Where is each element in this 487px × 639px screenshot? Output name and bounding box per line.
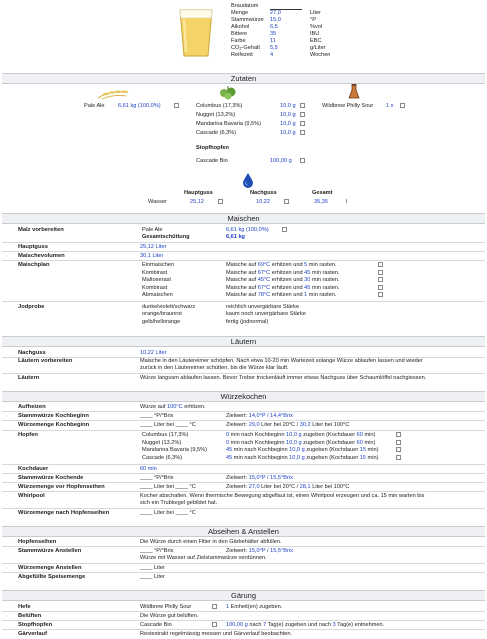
- ingredient-hop-name: Mandarina Bavaria (9,5%): [196, 121, 261, 127]
- ingredient-hop-checkbox[interactable]: [300, 121, 305, 126]
- iodine-color: dunkelviolett/schwarz: [142, 304, 196, 310]
- boil-hop-instruction: 45 min nach Kochbeginn 10,0 g zugeben (Kochdauer 15 min): [226, 447, 379, 453]
- laeutern-label: Läutern: [18, 375, 40, 381]
- wuerzemenge-kochbeginn-label: Würzemenge Kochbeginn: [18, 422, 90, 428]
- header-stat-value: 4: [270, 52, 274, 58]
- mash-step-checkbox[interactable]: [378, 292, 383, 297]
- wuerzemenge-anstellen-input[interactable]: ____ Liter: [140, 565, 165, 571]
- hefe-label: Hefe: [18, 604, 31, 610]
- ingredient-hop-checkbox[interactable]: [300, 103, 305, 108]
- kochdauer-value: 60 min: [140, 466, 157, 472]
- boil-hop-instruction: 0 min nach Kochbeginn 10,0 g zugeben (Kochdauer 60 min): [226, 432, 376, 438]
- header-stat-value: 11: [270, 38, 276, 44]
- mash-step-name: Abmaischen: [142, 292, 173, 299]
- whirlpool-text-2: sich ein Trubkegel gebildet hat.: [140, 500, 218, 506]
- header-stat-value: 27,0: [270, 10, 281, 16]
- hopfenseihen-text: Die Würze durch einen Filter in den Gärbehälter abfüllen.: [140, 539, 282, 545]
- section-maischen: Maischen: [2, 213, 485, 224]
- beer-glass-icon: [178, 6, 214, 58]
- mash-step-name: Einmaischen: [142, 262, 175, 268]
- malt-name: Pale Ale: [84, 103, 105, 109]
- malz-vorbereiten-label: Malz vorbereiten: [18, 227, 64, 233]
- iodine-meaning: reichlich unvergärbare Stärke: [226, 304, 300, 310]
- wuerzemenge-vor-hopfenseihen-label: Würzemenge vor Hopfenseihen: [18, 484, 105, 490]
- ingredient-hop-checkbox[interactable]: [300, 112, 305, 117]
- boil-hop-name: Nugget (13,2%): [142, 439, 182, 446]
- stopfhopfen-name: Cascade Bio: [140, 622, 172, 628]
- mash-step-instruction: Maische auf 67°C erhitzen und 45 min rasten.: [226, 269, 340, 276]
- iodine-meaning: fertig (jodnormal): [226, 318, 269, 325]
- mash-step-name: Maltoserast: [142, 277, 171, 284]
- water-unit: l: [346, 199, 348, 205]
- whirlpool-label: Whirlpool: [18, 493, 45, 499]
- header-stat-label: Menge: [231, 10, 249, 16]
- laeutern-text: Würze langsam ablaufen lassen. Bevor Treber trockenläuft immer etwas Nachguss über Schaumlöffel nachgiessen.: [140, 375, 427, 381]
- mash-step-instruction: Maische auf 67°C erhitzen und 45 min rasten.: [226, 284, 340, 291]
- mash-step-name: Kombirast: [142, 269, 168, 276]
- header-stat-value: 6,5: [270, 24, 278, 30]
- nachguss-row-value: 10,22 Liter: [140, 350, 167, 356]
- header-stat-unit: g/Liter: [310, 45, 326, 51]
- laeutern-vorbereiten-label: Läutern vorbereiten: [18, 358, 73, 364]
- belueften-label: Belüften: [18, 613, 42, 619]
- boil-hop-instruction: 0 min nach Kochbeginn 10,0 g zugeben (Kochdauer 60 min): [226, 439, 376, 446]
- gesamtschuettung-value: 6,61 kg: [226, 234, 245, 240]
- wuerzemenge-vor-hopfenseihen-input[interactable]: ____ Liter bei ____ °C: [140, 484, 196, 490]
- laeutern-vorbereiten-text-2: zurück in den Läutereimer schütten, bis die Würze klar läuft.: [140, 365, 289, 371]
- hops-icon: [218, 84, 238, 102]
- section-laeutern: Läutern: [2, 336, 485, 347]
- section-zutaten: Zutaten: [2, 73, 485, 84]
- nachguss-label: Nachguss: [250, 190, 277, 196]
- section-wuerzekochen: Würzekochen: [2, 391, 485, 402]
- belueften-text: Die Würze gut belüften.: [140, 613, 199, 619]
- ingredient-hop-name: Cascade (6,3%): [196, 130, 237, 136]
- ingredient-hop-amount: 10,0 g: [280, 121, 296, 127]
- mash-step-checkbox[interactable]: [378, 285, 383, 290]
- kochdauer-label: Kochdauer: [18, 466, 49, 472]
- header-stat-label: CO₂-Gehalt: [231, 45, 260, 51]
- section-abseihen-anstellen: Abseihen & Anstellen: [2, 526, 485, 537]
- stopfhopfen-label: Stopfhopfen: [18, 622, 53, 628]
- boil-hop-name: Cascade (6,3%): [142, 454, 183, 461]
- hauptguss-label: Hauptguss: [184, 190, 213, 196]
- wheat-icon: [96, 86, 130, 100]
- hauptguss-value: 25,12: [190, 199, 204, 205]
- header-stat-label: Farbe: [231, 38, 246, 44]
- boil-hop-checkbox[interactable]: [396, 447, 401, 452]
- nachguss-checkbox[interactable]: [284, 199, 289, 204]
- boil-hop-name: Columbus (17,3%): [142, 432, 189, 438]
- stopfhopfen-text: 100,00 g nach 7 Tag(e) zugeben und nach 3 Tag(e) entnehmen.: [226, 622, 385, 628]
- header-stat-label: Alkohol: [231, 24, 250, 30]
- dryhop-title: Stopfhopfen: [196, 145, 229, 151]
- header-stat-unit: %vol: [310, 24, 323, 30]
- header-stat-unit: EBC: [310, 38, 322, 44]
- header-stat-label: Stammwürze: [231, 17, 264, 23]
- hefe-text: 1 Einheit(en) zugeben.: [226, 604, 283, 610]
- gesamtschuettung-label: Gesamtschüttung: [142, 234, 190, 240]
- laeutern-vorbereiten-text-1: Maische in den Läutereimer schöpfen. Nach etwa 10-20 min Wartezeit solange Würze ablaufen lassen und wieder: [140, 358, 423, 364]
- iodine-color: gelb/hellorange: [142, 318, 181, 325]
- stammwuerze-anstellen-input[interactable]: ____ °P/°Brix: [140, 548, 174, 554]
- stammwuerze-anstellen-label: Stammwürze Anstellen: [18, 548, 82, 554]
- ingredient-hop-amount: 10,0 g: [280, 130, 296, 136]
- hopfen-label: Hopfen: [18, 432, 38, 438]
- wuerzemenge-nach-hopfenseihen-input[interactable]: ____ Liter bei ____ °C: [140, 510, 196, 516]
- gesamt-value: 35,35: [314, 199, 328, 205]
- stammwuerze-kochende-target: Zielwert: 15,0°P / 15,5°Brix: [226, 475, 293, 481]
- header-stat-label: Bittere: [231, 31, 248, 37]
- wuerzemenge-kochbeginn-input[interactable]: ____ Liter bei ____ °C: [140, 422, 196, 428]
- gesamt-label: Gesamt: [312, 190, 333, 196]
- wuerzemenge-nach-hopfenseihen-label: Würzemenge nach Hopfenseihen: [18, 510, 110, 516]
- mash-step-instruction: Maische auf 78°C erhitzen und 1 min rasten.: [226, 292, 337, 299]
- header-stat-value: 5,5: [270, 45, 278, 51]
- ingredient-hop-name: Columbus (17,3%): [196, 103, 243, 109]
- mash-step-instruction: Maische auf 69°C erhitzen und 5 min rasten.: [226, 262, 337, 268]
- abgefuellte-speisemenge-label: Abgefüllte Speisemenge: [18, 574, 86, 580]
- whirlpool-text-1: Kocher abschalten. Wenn thermische Bewegung abgeflaut ist, einen Whirlpool erzeugen und ca. 15 min warten bis: [140, 493, 425, 499]
- hopfenseihen-label: Hopfenseihen: [18, 539, 57, 545]
- gaerverlauf-label: Gärverlauf: [18, 631, 47, 637]
- wuerzemenge-vor-hopfenseihen-target: Zielwert: 27,0 Liter bei 20°C / 28,1 Liter bei 100°C: [226, 484, 350, 490]
- maischen-malt-name: Pale Ale: [142, 227, 163, 233]
- malt-amount: 6,61 kg (100,0%): [118, 103, 161, 109]
- header-stat-label: Reifezeit: [231, 52, 253, 58]
- header-stat-value: 35: [270, 31, 277, 37]
- nachguss-row-label: Nachguss: [18, 350, 46, 356]
- dryhop-amount: 100,00 g: [270, 158, 292, 164]
- hefe-checkbox[interactable]: [212, 604, 217, 609]
- stammwuerze-kochbeginn-label: Stammwürze Kochbeginn: [18, 413, 89, 419]
- hauptguss-row-value: 25,12 Liter: [140, 244, 167, 250]
- ingredient-hop-amount: 10,0 g: [280, 112, 296, 118]
- mash-step-checkbox[interactable]: [378, 270, 383, 275]
- yeast-flask-icon: [348, 84, 360, 100]
- yeast-name: Wildbrew Philly Sour: [322, 103, 374, 109]
- stammwuerze-kochbeginn-input[interactable]: ____ °P/°Brix: [140, 413, 174, 419]
- brewdate-label: Braudatum: [231, 3, 259, 9]
- ingredient-hop-checkbox[interactable]: [300, 130, 305, 135]
- dryhop-name: Cascade Bio: [196, 158, 228, 164]
- boil-hop-checkbox[interactable]: [396, 432, 401, 437]
- stammwuerze-anstellen-target: Zielwert: 15,0°P / 15,5°Brix: [226, 548, 293, 554]
- maischevolumen-label: Maischevolumen: [18, 253, 65, 259]
- nachguss-value: 10,22: [256, 199, 270, 205]
- aufheizen-label: Aufheizen: [18, 404, 46, 410]
- iodine-meaning: kaum noch unvergärbare Stärke: [226, 311, 306, 318]
- maischen-malt-checkbox[interactable]: [282, 227, 287, 232]
- mash-step-checkbox[interactable]: [378, 262, 383, 267]
- yeast-checkbox[interactable]: [400, 103, 405, 108]
- iodine-color: orange/braunrot: [142, 311, 182, 318]
- abgefuellte-speisemenge-input[interactable]: ____ Liter: [140, 574, 165, 580]
- maischevolumen-value: 30,1 Liter: [140, 253, 164, 259]
- header-stat-unit: Liter: [310, 10, 321, 16]
- water-drop-icon: [242, 172, 254, 188]
- malt-checkbox[interactable]: [174, 103, 179, 108]
- header-stat-value: 15,0: [270, 17, 281, 23]
- stopfhopfen-checkbox[interactable]: [212, 622, 217, 627]
- header-stat-unit: Wochen: [310, 52, 331, 58]
- header-stat-unit: IBU: [310, 31, 320, 37]
- wuerzemenge-anstellen-label: Würzemenge Anstellen: [18, 565, 82, 571]
- boil-hop-checkbox[interactable]: [396, 440, 401, 445]
- hauptguss-row-label: Hauptguss: [18, 244, 48, 250]
- boil-hop-instruction: 45 min nach Kochbeginn 10,0 g zugeben (Kochdauer 15 min): [226, 454, 379, 461]
- boil-hop-checkbox[interactable]: [396, 455, 401, 460]
- boil-hop-name: Mandarina Bavaria (9,5%): [142, 447, 207, 453]
- stammwuerze-kochbeginn-target: Zielwert: 14,0°P / 14,4°Brix: [226, 413, 293, 419]
- maischplan-label: Maischplan: [18, 262, 50, 268]
- section-gaerung: Gärung: [2, 590, 485, 601]
- hefe-name: Wildbrew Philly Sour: [140, 604, 192, 610]
- stammwuerze-kochende-label: Stammwürze Kochende: [18, 475, 84, 481]
- gaerverlauf-text: Restextrakt regelmässig messen und Gärverlauf beobachten.: [140, 631, 293, 637]
- water-label: Wasser: [148, 199, 167, 205]
- hauptguss-checkbox[interactable]: [218, 199, 223, 204]
- stammwuerze-anstellen-text: Würze mit Wasser auf Zielstammwürze verdünnen.: [140, 555, 267, 561]
- mash-step-name: Kombirast: [142, 284, 168, 291]
- maischen-malt-amount: 6,61 kg (100,0%): [226, 227, 269, 233]
- ingredient-hop-amount: 10,0 g: [280, 103, 296, 109]
- mash-step-instruction: Maische auf 45°C erhitzen und 30 min rasten.: [226, 277, 340, 284]
- mash-step-checkbox[interactable]: [378, 277, 383, 282]
- header-stat-unit: °P: [310, 17, 316, 23]
- ingredient-hop-name: Nugget (13,2%): [196, 112, 236, 118]
- aufheizen-text: Würze auf 100°C erhitzen.: [140, 404, 206, 410]
- dryhop-checkbox[interactable]: [300, 158, 305, 163]
- wuerzemenge-kochbeginn-target: Zielwert: 29,0 Liter bei 20°C / 30,2 Liter bei 100°C: [226, 422, 350, 428]
- jodprobe-label: Jodprobe: [18, 304, 45, 310]
- stammwuerze-kochende-input[interactable]: ____ °P/°Brix: [140, 475, 174, 481]
- yeast-amount: 1 x: [386, 103, 394, 109]
